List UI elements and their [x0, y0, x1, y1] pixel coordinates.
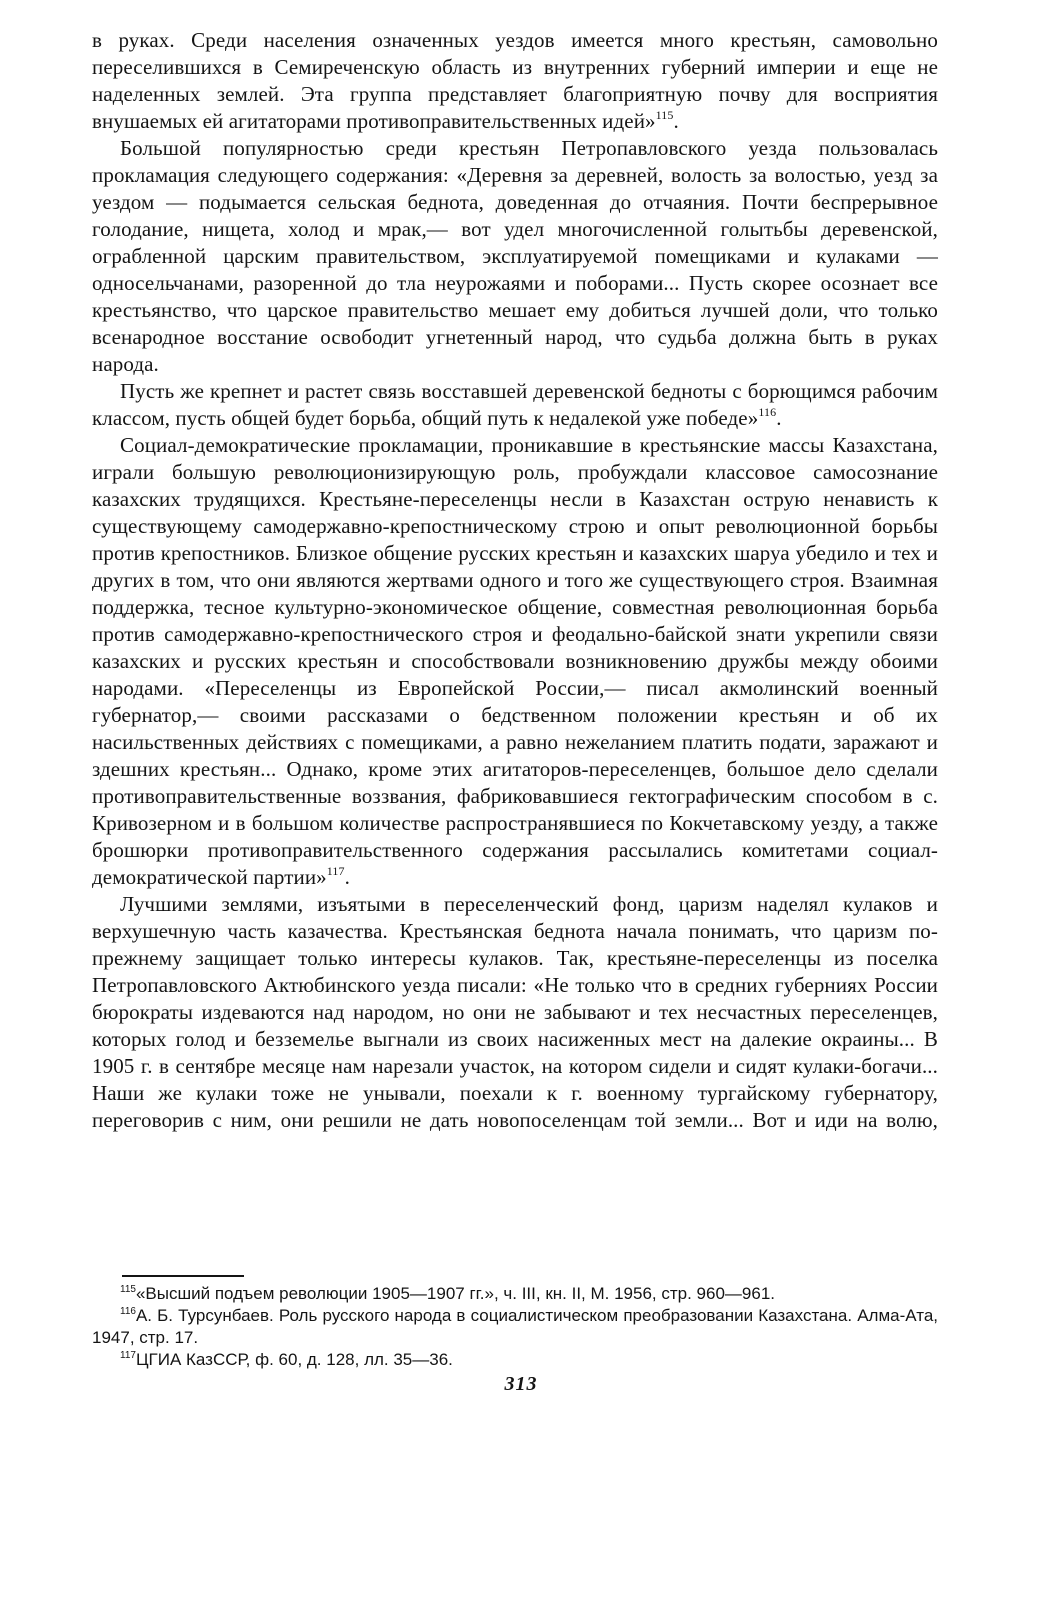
page-number: 313 [504, 1373, 538, 1395]
body-paragraph: в руках. Среди населения означенных уездов имеется много крестьян, самовольно переселившихся в Семиреченскую область из внутренних губерний империи и еще не наделенных землей. Эта группа представляет благоприятную почву для восприятия внушаемых ей агитаторами противоправительственных идей»$^{115}$. [92, 28, 938, 133]
footnote-ref[interactable]: 117 [326, 864, 345, 878]
footnotes [92, 1283, 938, 1371]
body-paragraph: Социал-демократические прокламации, проникавшие в крестьянские массы Казахстана, играли большую революционизирующую роль, пробуждали классовое самосознание казахских трудящихся. Крестьяне-переселенцы несли в Казахстан острую ненависть к существующему самодержавно-крепостническому строю и опыт революционной борьбы против крепостников. Близкое общение русских крестьян и казахских шаруа убедило и тех и других в том, что они являются жертвами одного и того же существующего строя. Взаимная поддержка, тесное культурно-экономическое общение, совместная революционная борьба против самодержавно-крепостнического строя и феодально-байской знати укрепили связи казахских и русских крестьян и способствовали возникновению дружбы между обоими народами. «Переселенцы из Европейской России,— писал акмолинский военный губернатор,— своими рассказами о бедственном положении крестьян и об их насильственных действиях с помещиками, а равно нежеланием платить подати, заражают и здешних крестьян... Однако, кроме этих агитаторов-переселенцев, большое дело сделали противоправительственные воззвания, фабриковавшиеся гектографическим способом в с. Кривозерном и в большом количестве распространявшиеся по Кокчетавскому уезду, а также брошюрки противоправительственного содержания рассылались комитетами социал-демократической партии»$^{117}$. [92, 433, 938, 889]
body-paragraph: Лучшими землями, изъятыми в переселенческий фонд, царизм наделял кулаков и верхушечную часть казачества. Крестьянская беднота начала понимать, что царизм по-прежнему защищает только интересы кулаков. Так, крестьяне-переселенцы из поселка Петропавловского Актюбинского уезда писали: «Не только что в средних губерниях России бюрократы издеваются над народом, но они не забывают и тех несчастных переселенцев, которых голод и безземелье выгнали из своих насиженных мест на далекие окраины... В 1905 г. в сентябре месяце нам нарезали участок, на котором сидели и сидят кулаки-богачи... Наши же кулаки тоже не унывали, поехали к г. военному тургайскому губернатору, переговорив с ним, они решили не дать новопоселенцам той земли... Вот и иди на волю, [92, 892, 938, 1132]
footnote-number: 115 [120, 1284, 136, 1295]
footnote-text: «Высший подъем революции 1905—1907 гг.», ч. III, кн. II, М. 1956, стр. 960—961. [135, 1284, 775, 1303]
footnote-text: ЦГИА КазССР, ф. 60, д. 128, лл. 35—36. [135, 1350, 453, 1369]
footnote-ref[interactable]: 116 [758, 405, 777, 419]
footnote [92, 1305, 938, 1349]
main-text [92, 27, 938, 1134]
body-paragraph: Пусть же крепнет и растет связь восставшей деревенской бедноты с борющимся рабочим классом, пусть общей будет борьба, общий путь к недалекой уже победе»$^{116}$. [92, 379, 938, 430]
footnote-divider [122, 1275, 244, 1277]
footnote-text: А. Б. Турсунбаев. Роль русского народа в социалистическом преобразовании Казахстана. Алма-Ата, 1947, стр. 17. [92, 1306, 938, 1347]
footnote [92, 1349, 938, 1371]
footnote [92, 1283, 938, 1305]
footnote-ref[interactable]: 115 [655, 108, 674, 122]
footnote-number: 117 [120, 1350, 136, 1361]
body-paragraph: Большой популярностью среди крестьян Петропавловского уезда пользовалась прокламация следующего содержания: «Деревня за деревней, волость за волостью, уезд за уездом — подымается сельская беднота, доведенная до отчаяния. Почти беспрерывное голодание, нищета, холод и мрак,— вот удел многочисленной голытьбы деревенской, ограбленной царским правительством, эксплуатируемой помещиками и кулаками — односельчанами, разоренной до тла неурожаями и поборами... Пусть скорее осознает все крестьянство, что царское правительство мешает ему добиться лучшей доли, что только всенародное восстание освободит угнетенный народ, что судьба должна быть в руках народа. [92, 136, 938, 376]
footnote-number: 116 [120, 1306, 136, 1317]
